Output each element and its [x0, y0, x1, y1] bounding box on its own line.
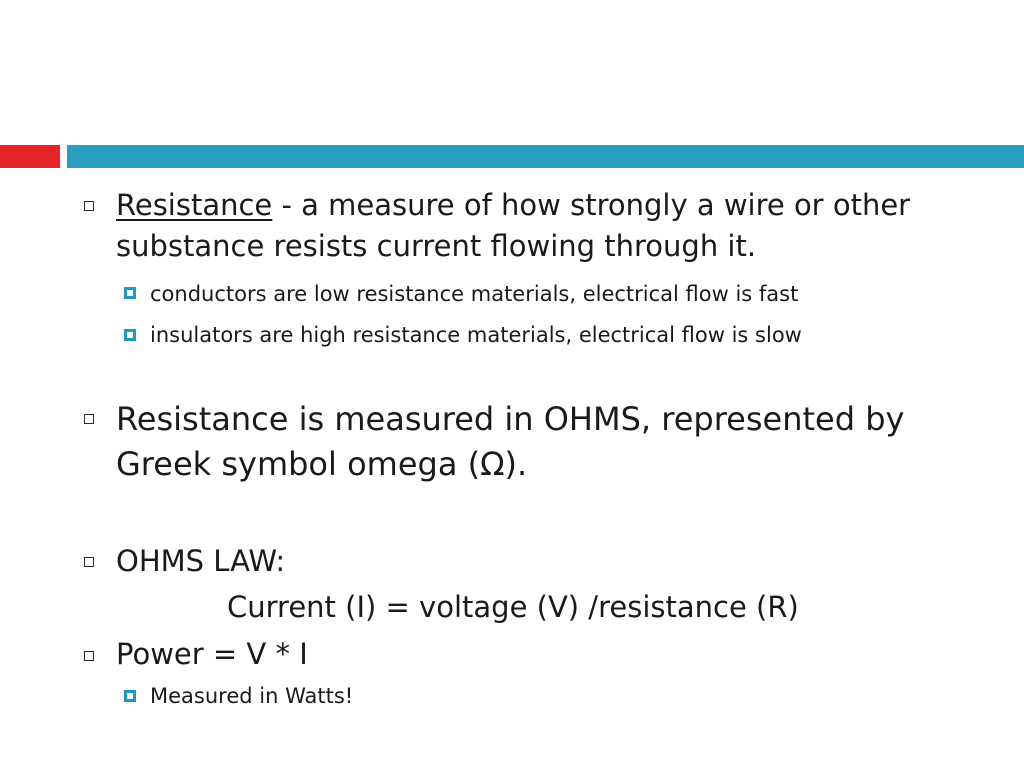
sub-bullet-insulators: insulators are high resistance materials, electrical flow is slow: [150, 323, 802, 347]
accent-bar-red: [0, 145, 60, 168]
ohms-law-formula: Current (I) = voltage (V) /resistance (R): [227, 590, 799, 624]
filled-square-bullet-icon: [124, 329, 136, 341]
bullet-resistance-definition: [116, 185, 976, 267]
sub-bullet-conductors: conductors are low resistance materials, electrical flow is fast: [150, 282, 799, 306]
term-resistance: Resistance: [116, 188, 273, 222]
sub-bullet-watts: Measured in Watts!: [150, 684, 354, 708]
bullet-ohms-law: OHMS LAW:: [116, 544, 286, 578]
accent-bar-blue: [67, 145, 1024, 168]
definition-text: - a measure of how strongly a wire or other substance resists current flowing through it.: [116, 188, 911, 263]
filled-square-bullet-icon: [124, 287, 136, 299]
bullet-ohms-measure: Resistance is measured in OHMS, represented by Greek symbol omega (Ω).: [116, 400, 905, 483]
filled-square-bullet-icon: [124, 690, 136, 702]
hollow-square-bullet-icon: [84, 557, 94, 567]
hollow-square-bullet-icon: [84, 201, 94, 211]
bullet-power: Power = V * I: [116, 637, 308, 671]
hollow-square-bullet-icon: [84, 414, 94, 424]
hollow-square-bullet-icon: [84, 651, 94, 661]
